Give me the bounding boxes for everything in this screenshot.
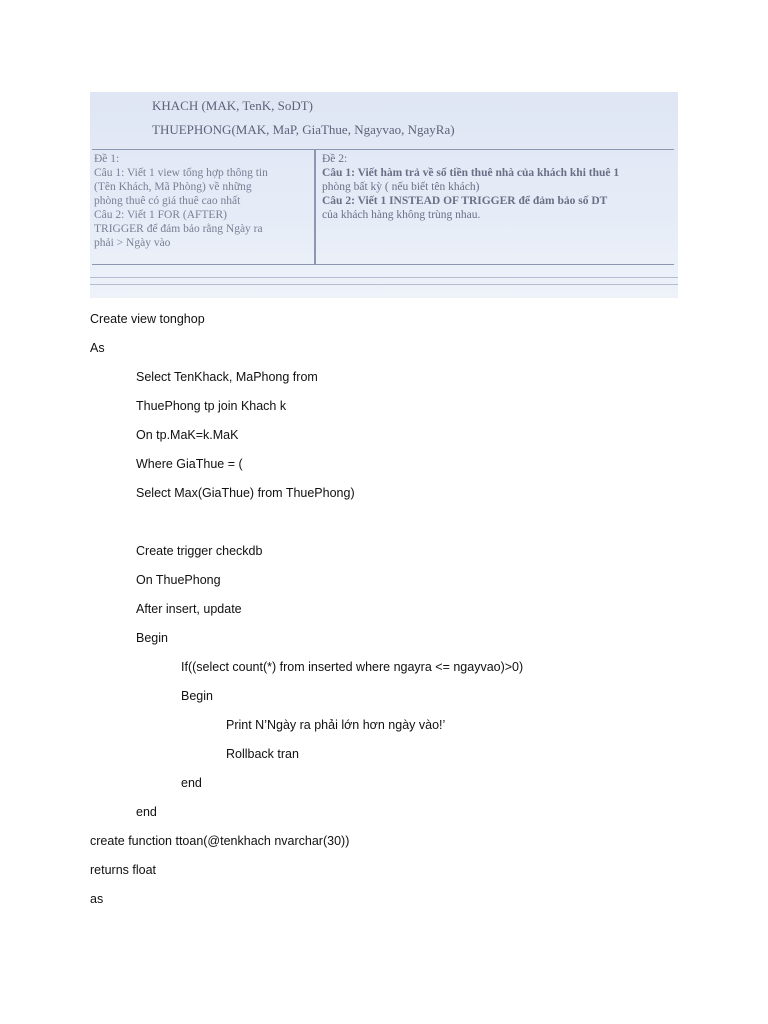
exam-1-line: phải > Ngày vào <box>94 237 171 249</box>
code-line: Rollback tran <box>226 747 299 761</box>
exam-2-line: của khách hàng không trùng nhau. <box>322 209 481 221</box>
exam-2-line: Đề 2: <box>322 153 348 165</box>
exam-1-line: Câu 1: Viết 1 view tổng hợp thông tin <box>94 167 268 179</box>
code-line: Select TenKhack, MaPhong from <box>136 370 318 384</box>
code-line: If((select count(*) from inserted where ngayra <= ngayvao)>0) <box>181 660 524 674</box>
exam-1-line: TRIGGER để đảm bảo rằng Ngày ra <box>94 223 263 235</box>
exam-1-line: Đề 1: <box>94 153 120 165</box>
exam-1-line: (Tên Khách, Mã Phòng) về những <box>94 181 252 193</box>
schema-khach: KHACH (MAK, TenK, SoDT) <box>152 98 313 113</box>
code-line: returns float <box>90 863 157 877</box>
code-line: Create trigger checkdb <box>136 544 263 558</box>
exam-1-line: phòng thuê có giá thuê cao nhất <box>94 195 241 207</box>
exam-2-line: Câu 2: Viết 1 INSTEAD OF TRIGGER để đảm bảo số DT <box>322 195 608 207</box>
code-line: Create view tonghop <box>90 312 205 326</box>
exam-1-line: Câu 2: Viết 1 FOR (AFTER) <box>94 209 227 221</box>
code-line: On ThuePhong <box>136 573 221 587</box>
code-line: After insert, update <box>136 602 242 616</box>
code-line: as <box>90 892 104 906</box>
code-line: end <box>181 776 202 790</box>
code-line: As <box>90 341 105 355</box>
schema-thuephong: THUEPHONG(MAK, MaP, GiaThue, Ngayvao, NgayRa) <box>152 122 455 137</box>
code-line: Begin <box>136 631 168 645</box>
code-line: Select Max(GiaThue) from ThuePhong) <box>136 486 355 500</box>
code-line: ThuePhong tp join Khach k <box>136 399 287 413</box>
code-line: end <box>136 805 157 819</box>
code-line: Where GiaThue = ( <box>136 457 243 471</box>
code-line: Begin <box>181 689 213 703</box>
code-line: On tp.MaK=k.MaK <box>136 428 239 442</box>
code-line: Print N’Ngày ra phải lớn hơn ngày vào!’ <box>226 718 446 732</box>
exam-2-line: phòng bất kỳ ( nếu biết tên khách) <box>322 181 480 193</box>
exam-2-line: Câu 1: Viết hàm trả về số tiền thuê nhà của khách khi thuê 1 <box>322 167 620 179</box>
code-line: create function ttoan(@tenkhach nvarchar(30)) <box>90 834 350 848</box>
